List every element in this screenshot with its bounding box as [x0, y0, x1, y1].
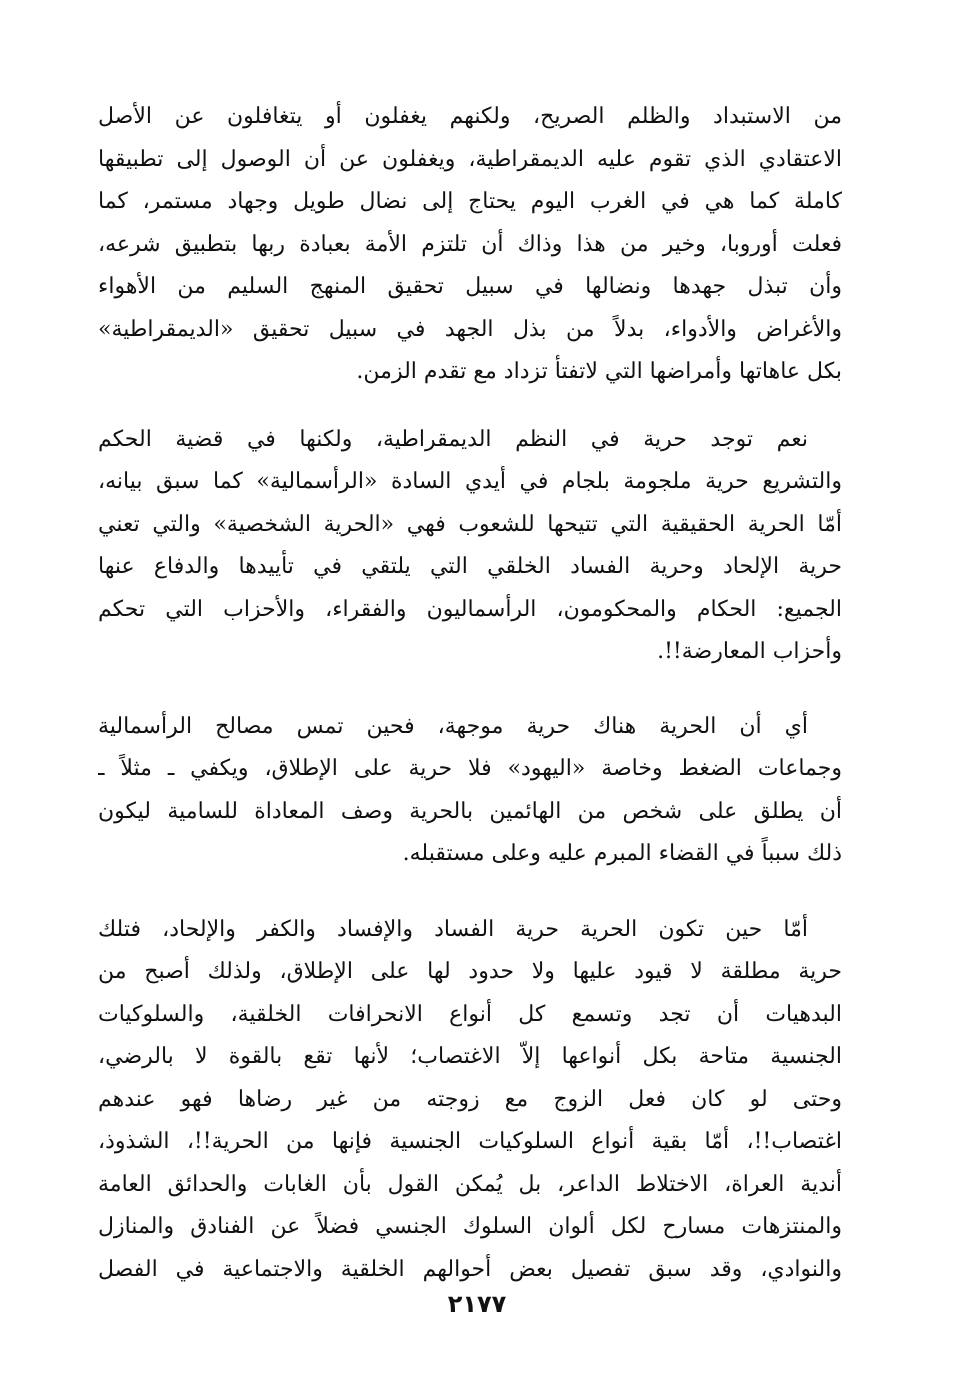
text-line: الجميع: الحكام والمحكومون، الرأسماليون والفقراء، والأحزاب التي تحكم — [98, 596, 842, 622]
text-line: اغتصاب!!، أمّا بقية أنواع السلوكيات الجنسية فإنها من الحرية!!، الشذوذ، — [98, 1129, 842, 1154]
text-line: أندية العراة، الاختلاط الداعر، بل يُمكن القول بأن الغابات والحدائق العامة — [98, 1171, 842, 1197]
text-line: بكل عاهاتها وأمراضها التي لاتفتأ تزداد مع تقدم الزمن. — [356, 359, 842, 384]
text-line: حرية الإلحاد وحرية الفساد الخلقي التي يلتقي في تأييدها والدفاع عنها — [98, 554, 842, 579]
page-number: ٢١٧٧ — [447, 1290, 507, 1318]
text-line: أمّا الحرية الحقيقية التي تتيحها للشعوب فهي «الحرية الشخصية» والتي تعني — [98, 511, 842, 537]
text-line: البدهيات أن تجد وتسمع كل أنواع الانحرافات الخلقية، والسلوكيات — [98, 1001, 842, 1027]
text-line: الاعتقادي الذي تقوم عليه الديمقراطية، ويغفلون عن أن الوصول إلى تطبيقها — [98, 146, 842, 172]
page-body — [98, 96, 842, 1291]
text-line: وجماعات الضغط وخاصة «اليهود» فلا حرية على الإطلاق، ويكفي ـ مثلاً ـ — [98, 756, 842, 781]
text-line: أي أن الحرية هناك حرية موجهة، فحين تمس مصالح الرأسمالية — [98, 713, 808, 739]
paragraph-4 — [98, 909, 842, 1292]
text-line: فعلت أوروبا، وخير من هذا وذاك أن تلتزم الأمة بعبادة ربها بتطبيق شرعه، — [98, 231, 842, 257]
text-line: نعم توجد حرية في النظم الديمقراطية، ولكنها في قضية الحكم — [98, 426, 808, 452]
text-line: والنوادي، وقد سبق تفصيل بعض أحوالهم الخلقية والاجتماعية في الفصل — [98, 1256, 842, 1282]
text-line: أمّا حين تكون الحرية حرية الفساد والإفساد والكفر والإلحاد، فتلك — [98, 916, 808, 942]
paragraph-1 — [98, 96, 842, 394]
paragraph-2 — [98, 419, 842, 674]
text-line: حرية مطلقة لا قيود عليها ولا حدود لها على الإطلاق، ولذلك أصبح من — [98, 959, 842, 984]
text-line: ذلك سبباً في القضاء المبرم عليه وعلى مستقبله. — [402, 841, 842, 866]
text-line: أن يطلق على شخص من الهائمين بالحرية وصف المعاداة للسامية ليكون — [98, 798, 842, 824]
text-line: وأن تبذل جهدها ونضالها في سبيل تحقيق المنهج السليم من الأهواء — [98, 274, 842, 299]
text-line: والأغراض والأدواء، بدلاً من بذل الجهد في سبيل تحقيق «الديمقراطية» — [98, 316, 842, 342]
text-line: وحتى لو كان فعل الزوج مع زوجته من غير رضاها فهو عندهم — [98, 1086, 842, 1112]
text-line: من الاستبداد والظلم الصريح، ولكنهم يغفلون أو يتغافلون عن الأصل — [98, 104, 842, 129]
text-line: والمنتزهات مسارح لكل ألوان السلوك الجنسي فضلاً عن الفنادق والمنازل — [98, 1214, 842, 1239]
text-line: وأحزاب المعارضة!!. — [657, 639, 842, 664]
text-line: الجنسية متاحة بكل أنواعها إلاّ الاغتصاب؛ لأنها تقع بالقوة لا بالرضي، — [98, 1044, 842, 1069]
text-line: والتشريع حرية ملجومة بلجام في أيدي السادة «الرأسمالية» كما سبق بيانه، — [98, 469, 842, 494]
paragraph-3 — [98, 706, 842, 876]
text-line: كاملة كما هي في الغرب اليوم يحتاج إلى نضال طويل وجهاد مستمر، كما — [98, 189, 842, 214]
